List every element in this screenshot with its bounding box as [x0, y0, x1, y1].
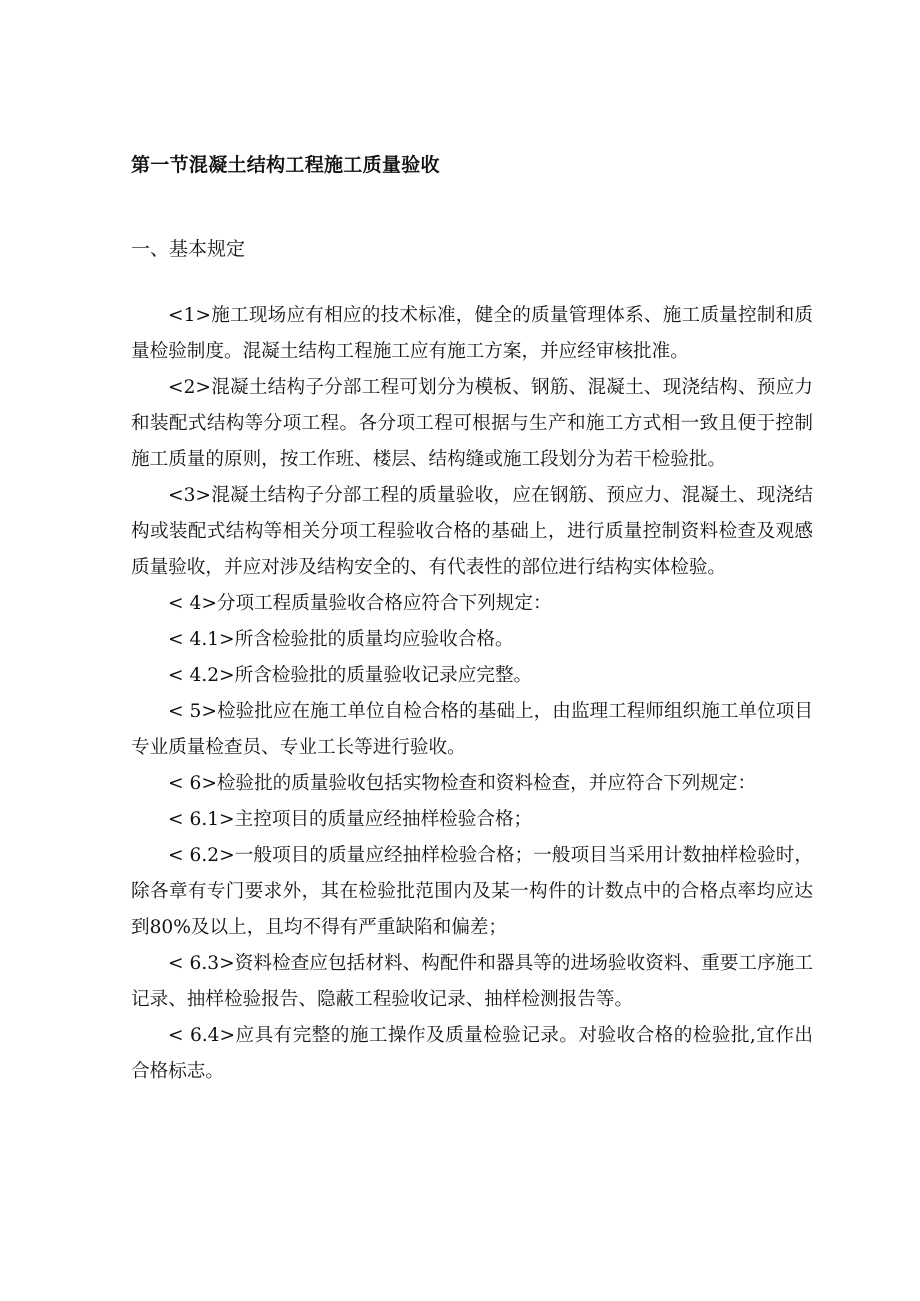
- document-body: [131, 298, 813, 1090]
- paragraph-4: < 4>分项工程质量验收合格应符合下列规定：: [168, 593, 552, 614]
- paragraph-6-4: < 6.4>应具有完整的施工操作及质量检验记录。对验收合格的检验批,宜作出合格标志。: [131, 1025, 813, 1082]
- paragraph-6-3: < 6.3>资料检查应包括材料、构配件和器具等的进场验收资料、重要工序施工记录、抽样检验报告、隐蔽工程验收记录、抽样检测报告等。: [131, 953, 813, 1010]
- paragraph-4-2: < 4.2>所含检验批的质量验收记录应完整。: [168, 665, 533, 686]
- paragraph-2: <2>混凝土结构子分部工程可划分为模板、钢筋、混凝土、现浇结构、预应力和装配式结构等分项工程。各分项工程可根据与生产和施工方式相一致且便于控制施工质量的原则，按工作班、楼层、结构缝或施工段划分为若干检验批。: [131, 377, 813, 470]
- paragraph-1: <1>施工现场应有相应的技术标准，健全的质量管理体系、施工质量控制和质量检验制度。混凝土结构工程施工应有施工方案，并应经审核批准。: [131, 305, 813, 362]
- paragraph-6-1: < 6.1>主控项目的质量应经抽样检验合格；: [168, 809, 533, 830]
- paragraph-5: < 5>检验批应在施工单位自检合格的基础上，由监理工程师组织施工单位项目专业质量检查员、专业工长等进行验收。: [131, 701, 813, 758]
- paragraph-3: <3>混凝土结构子分部工程的质量验收，应在钢筋、预应力、混凝土、现浇结构或装配式结构等相关分项工程验收合格的基础上，进行质量控制资料检查及观感质量验收，并应对涉及结构安全的、有代表性的部位进行结构实体检验。: [131, 485, 813, 578]
- paragraph-4-1: < 4.1>所含检验批的质量均应验收合格。: [168, 629, 514, 650]
- subsection-title: 一、基本规定: [131, 238, 246, 260]
- paragraph-6: < 6>检验批的质量验收包括实物检查和资料检查，并应符合下列规定：: [168, 773, 757, 794]
- paragraph-6-2: < 6.2>一般项目的质量应经抽样检验合格；一般项目当采用计数抽样检验时，除各章有专门要求外，其在检验批范围内及某一构件的计数点中的合格点率均应达到80%及以上，且均不得有严重缺陷和偏差；: [131, 845, 813, 938]
- section-title: 第一节混凝土结构工程施工质量验收: [131, 154, 440, 176]
